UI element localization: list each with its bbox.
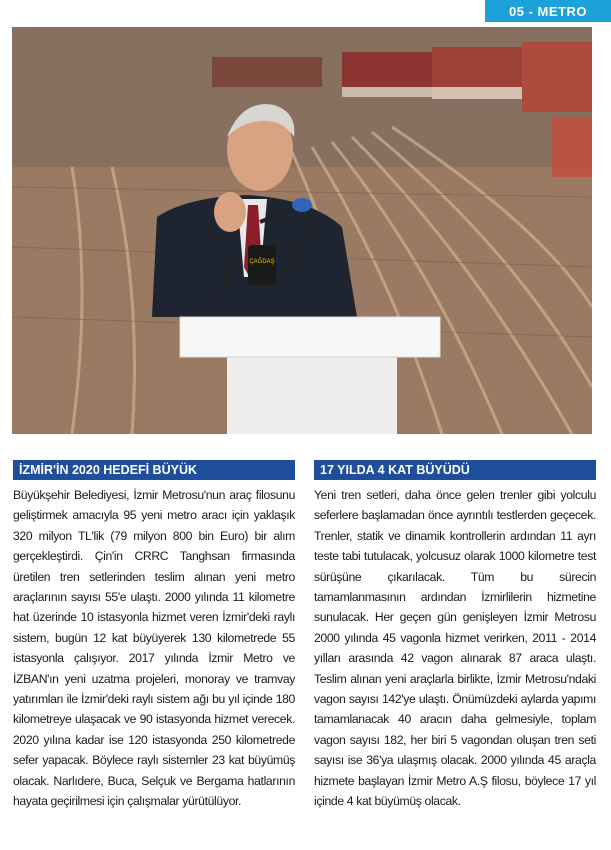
right-article-headline: 17 YILDA 4 KAT BÜYÜDÜ [314,460,596,480]
right-article-body: Yeni tren setleri, daha önce gelen trenler gibi yolculu seferlere başlamadan önce ayrıntılı testlerden geçecek. Trenler, statik ve dinamik kontrollerin ardından 11 ayrı teste tabi tutulacak, yolcusuz olarak 1000 kilometre test sürüşüne çıkarılacak. Tüm bu sürecin tamamlanmasının ardından İzmirlilerin hizmetine sunulacak. Her geçen gün genişleyen İzmir Metrosu 2000 yılında 45 vagonla hizmet verirken, 2011 - 2014 yılları arasında 42 vagon alınarak 87 araca ulaştı. Teslim alınan yeni araçlarla birlikte, İzmir Metrosu'ndaki vagon sayısı 142'ye ulaştı. Önümüzdeki aylarda yapımı tamamlanacak 40 aracın daha gelmesiyle, toplam vagon sayısı 182, her biri 5 vagondan oluşan tren seti sayısı ise 36'ya ulaşmış olacak. 2000 yılında 45 araçla hizmete başlayan İzmir Metro A.Ş filosu, böylece 17 yıl içinde 4 kat büyümüş olacak. [314,488,596,809]
microphone-label: ÇAĞDAŞ [249,259,275,265]
left-article [13,460,295,812]
left-article-headline: İZMİR'İN 2020 HEDEFİ BÜYÜK [13,460,295,480]
section-tag: 05 - METRO [485,0,611,22]
left-article-body: Büyükşehir Belediyesi, İzmir Metrosu'nun araç filosunu geliştirmek amacıyla 95 yeni metro aracı için yaklaşık 320 milyon TL'lik (79 milyon 800 bin Euro) bir alım gerçekleştirdi. Çin'in CRRC Tanghsan firmasında üretilen tren setlerinden teslim alınan yeni metro araçlarının sayısı 55'e ulaştı. 2000 yılında 11 kilometre hat üzerinde 10 istasyonla hizmet veren İzmir'deki raylı sistem, bugün 12 kat büyüyerek 130 kilometrede 55 istasyonla çalışıyor. 2017 yılında İzmir Metro ve İZBAN'ın yeni uzatma projeleri, monoray ve tramvay yatırımları ile İzmir'deki raylı sistem ağı bu yıl içinde 180 kilometreye ulaşacak ve 90 istasyonda hizmet verecek. 2020 yılına kadar ise 120 istasyonda 250 kilometrede sefer yapacak. Böylece raylı sistemler 23 kat büyümüş olacak. Narlıdere, Buca, Selçuk ve Bergama hatlarının hayata geçirilmesi için çalışmalar yürütülüyor. [13,488,295,809]
speaker-photo [12,27,592,434]
right-article [314,460,596,812]
